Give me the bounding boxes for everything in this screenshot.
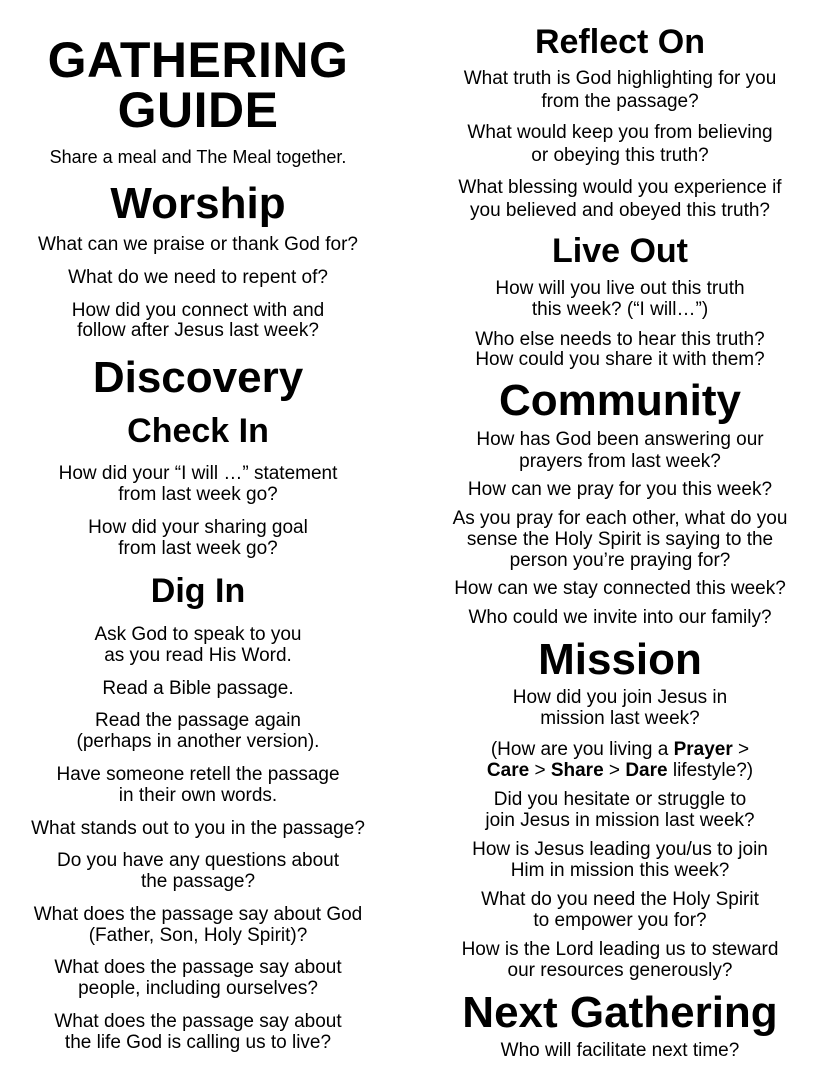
live-out-heading: Live Out: [551, 232, 689, 270]
community-heading: Community: [499, 376, 741, 425]
lifestyle-close-text: lifestyle?): [672, 760, 754, 781]
worship-question: How did you connect with and: [71, 300, 325, 321]
dig-in-step: the life God is calling us to live?: [64, 1032, 332, 1053]
community-question: How can we stay connected this week?: [454, 578, 786, 599]
check-in-question: How did your “I will …” statement: [58, 463, 338, 484]
worship-question: What do we need to repent of?: [68, 267, 328, 288]
page-title-line-1: GATHERING: [47, 32, 349, 88]
next-gathering-question: Who will facilitate next time?: [500, 1040, 740, 1061]
community-question: sense the Holy Spirit is saying to the: [466, 529, 774, 550]
dig-in-step: Read the passage again: [95, 710, 301, 731]
community-question: As you pray for each other, what do you: [452, 508, 788, 529]
live-out-question: this week? (“I will…”): [531, 299, 709, 320]
lifestyle-prayer: Prayer: [673, 739, 733, 760]
dig-in-step: the passage?: [140, 871, 256, 892]
lifestyle-separator: >: [534, 760, 546, 781]
community-question: person you’re praying for?: [509, 550, 731, 571]
lifestyle-separator: >: [608, 760, 621, 781]
lifestyle-dare: Dare: [625, 760, 668, 781]
live-out-question: How will you live out this truth: [495, 278, 745, 299]
next-gathering-heading: Next Gathering: [462, 988, 778, 1037]
discovery-heading: Discovery: [92, 353, 304, 402]
lifestyle-separator: >: [738, 739, 750, 760]
mission-question: How is the Lord leading us to steward: [461, 939, 779, 960]
dig-in-step: as you read His Word.: [104, 645, 292, 666]
worship-question: What can we praise or thank God for?: [38, 234, 358, 255]
mission-question: What do you need the Holy Spirit: [481, 889, 759, 910]
dig-in-step: (perhaps in another version).: [76, 731, 320, 752]
reflect-on-question: from the passage?: [541, 91, 699, 112]
reflect-on-heading: Reflect On: [534, 23, 706, 61]
mission-question: join Jesus in mission last week?: [485, 810, 755, 831]
dig-in-step: Have someone retell the passage: [56, 764, 340, 785]
page-title-line-2: GUIDE: [117, 82, 279, 138]
dig-in-step: in their own words.: [118, 785, 278, 806]
check-in-question: from last week go?: [118, 484, 278, 505]
dig-in-step: What stands out to you in the passage?: [31, 818, 365, 839]
mission-lifestyle-line-1: [420, 739, 820, 760]
worship-heading: Worship: [110, 179, 286, 228]
worship-question: follow after Jesus last week?: [77, 320, 319, 341]
lifestyle-open-text: (How are you living a: [490, 739, 669, 760]
mission-question: How is Jesus leading you/us to join: [472, 839, 768, 860]
lifestyle-share: Share: [550, 760, 604, 781]
mission-question: Did you hesitate or struggle to: [493, 789, 747, 810]
reflect-on-question: What truth is God highlighting for you: [463, 68, 777, 89]
dig-in-step: Read a Bible passage.: [102, 678, 294, 699]
dig-in-step: What does the passage say about God: [33, 904, 363, 925]
reflect-on-question: you believed and obeyed this truth?: [470, 200, 770, 221]
page-subtitle: Share a meal and The Meal together.: [49, 147, 347, 167]
mission-question: Him in mission this week?: [510, 860, 730, 881]
check-in-question: How did your sharing goal: [88, 517, 308, 538]
reflect-on-question: What would keep you from believing: [467, 122, 773, 143]
check-in-heading: Check In: [127, 412, 269, 450]
mission-heading: Mission: [538, 635, 702, 684]
check-in-question: from last week go?: [118, 538, 278, 559]
community-question: Who could we invite into our family?: [468, 607, 772, 628]
mission-question: our resources generously?: [507, 960, 733, 981]
mission-question: How did you join Jesus in: [512, 687, 728, 708]
live-out-question: Who else needs to hear this truth?: [475, 329, 765, 350]
mission-question: to empower you for?: [533, 910, 707, 931]
dig-in-step: What does the passage say about: [54, 957, 342, 978]
lifestyle-care: Care: [486, 760, 530, 781]
reflect-on-question: or obeying this truth?: [531, 145, 709, 166]
community-question: How has God been answering our: [476, 429, 764, 450]
community-question: prayers from last week?: [519, 451, 721, 472]
reflect-on-question: What blessing would you experience if: [458, 177, 782, 198]
dig-in-step: (Father, Son, Holy Spirit)?: [88, 925, 308, 946]
dig-in-step: Ask God to speak to you: [94, 624, 302, 645]
community-question: How can we pray for you this week?: [467, 479, 773, 500]
dig-in-step: Do you have any questions about: [56, 850, 340, 871]
mission-lifestyle-line-2: [420, 760, 820, 781]
dig-in-step: people, including ourselves?: [78, 978, 318, 999]
live-out-question: How could you share it with them?: [475, 349, 765, 370]
mission-question: mission last week?: [540, 708, 700, 729]
dig-in-heading: Dig In: [150, 572, 246, 610]
dig-in-step: What does the passage say about: [54, 1011, 342, 1032]
